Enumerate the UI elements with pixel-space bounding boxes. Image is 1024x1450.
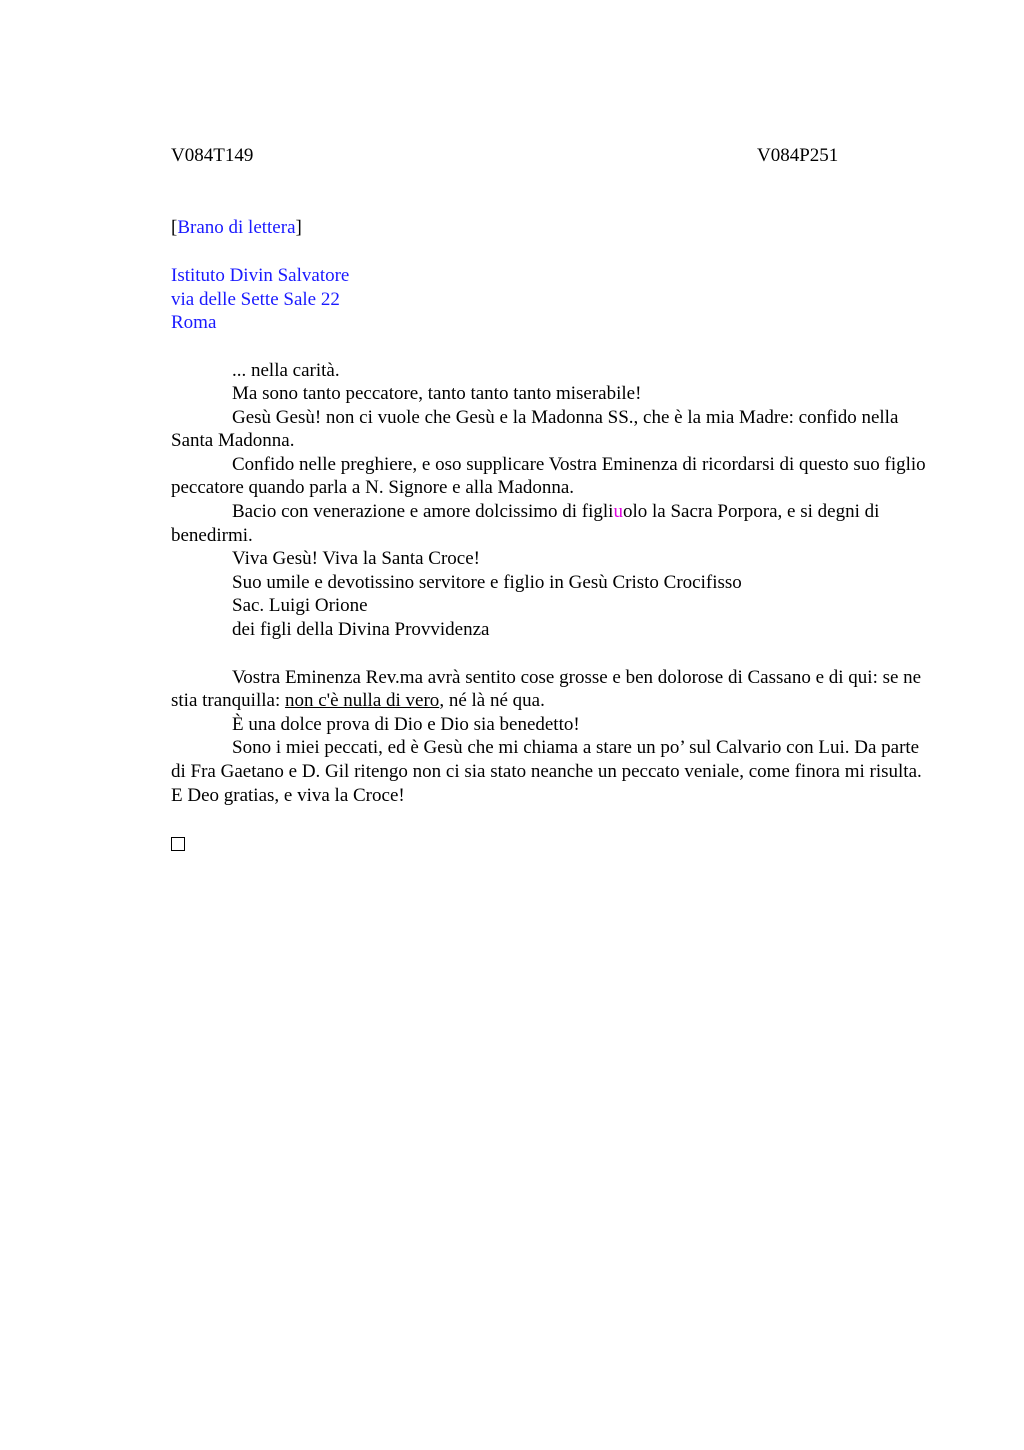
paragraph-1: ... nella carità. [232,359,340,381]
signature-name: Sac. Luigi Orione [232,595,368,617]
paragraph-12: Sono i miei peccati, ed è Gesù che mi chiama a stare un po’ sul Calvario con Lui. Da parte di Fra Gaetano e D. Gil ritengo non ci sia stato neanche un peccato veniale, come finora mi risulta. E Deo gratias, e viva la Croce! [171,737,922,806]
letter-body [171,359,931,808]
title-text: Brano di lettera [177,217,296,238]
signature-congregation: dei figli della Divina Provvidenza [232,619,490,641]
paragraph-11: È una dolce prova di Dio e Dio sia benedetto! [232,713,580,735]
paragraph-5 [171,500,931,547]
paragraph-7: Suo umile e devotissino servitore e figlio in Gesù Cristo Crocifisso [232,571,742,593]
address-line-city: Roma [171,312,217,333]
end-marker-square-icon [171,837,185,851]
paragraph-10 [171,666,931,713]
paragraph-10-text: Vostra Eminenza Rev.ma avrà sentito cose grosse e ben dolorose di Cassano e di qui: se ne stia tranquilla: [171,666,922,712]
paragraph-10-underlined: non c'è nulla di vero [284,690,440,712]
paragraph-10-after: , né là né qua. [439,690,545,712]
document-title [171,216,931,240]
paragraph-6: Viva Gesù! Viva la Santa Croce! [232,548,480,570]
paragraph-gap [171,642,931,666]
reference-row [171,144,931,168]
address-line-street: via delle Sette Sale 22 [171,288,340,310]
reference-code-right: V084P251 [757,145,839,166]
paragraph-4: Confido nelle preghiere, e oso supplicare Vostra Eminenza di ricordarsi di questo suo figlio peccatore quando parla a N. Signore e alla Madonna. [171,453,926,499]
paragraph-2: Ma sono tanto peccatore, tanto tanto tanto miserabile! [232,383,642,405]
address-line-institute: Istituto Divin Salvatore [171,265,350,286]
paragraph-5-before: Bacio con venerazione e amore dolcissimo di figli [232,501,614,523]
title-open-bracket: [ [171,217,178,238]
title-close-bracket: ] [295,217,302,238]
paragraph-5-after: olo la Sacra Porpora, e si degni di benedirmi. [171,501,880,546]
paragraph-3: Gesù Gesù! non ci vuole che Gesù e la Madonna SS., che è la mia Madre: confido nella Santa Madonna. [171,406,899,452]
document-page [171,144,931,851]
paragraph-5-highlight: u [613,501,623,523]
recipient-address [171,264,931,335]
reference-code-left: V084T149 [171,145,254,166]
